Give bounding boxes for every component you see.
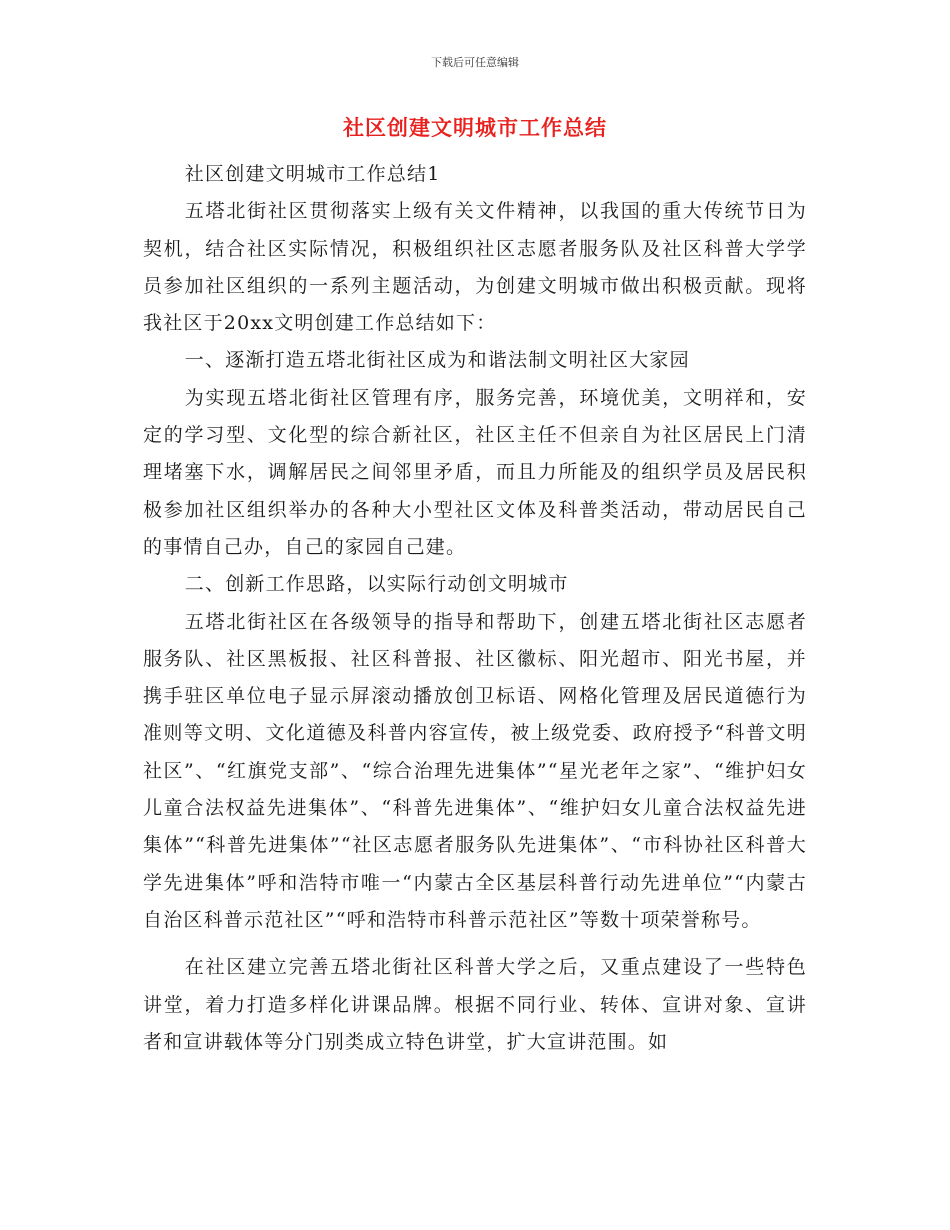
paragraph-two: 五塔北街社区在各级领导的指导和帮助下，创建五塔北街社区志愿者服务队、社区黑板报、社区科普报、社区徽标、阳光超市、阳光书屋，并携手驻区单位电子显示屏滚动播放创卫标语、网格化管理及居民道德行为准则等文明、文化道德及科普内容宣传，被上级党委、政府授予“科普文明社区”、“红旗党支部”、“综合治理先进集体”“星光老年之家”、“维护妇女儿童合法权益先进集体”、“科普先进集体”、“维护妇女儿童合法权益先进集体”“科普先进集体”“社区志愿者服务队先进集体”、“市科协社区科普大学先进集体”呼和浩特市唯一“内蒙古全区基层科普行动先进单位”“内蒙古自治区科普示范社区”“呼和浩特市科普示范社区”等数十项荣誉称号。 bbox=[143, 610, 807, 931]
heading-two: 二、创新工作思路，以实际行动创文明城市 bbox=[184, 573, 569, 596]
paragraph-one: 为实现五塔北街社区管理有序，服务完善，环境优美，文明祥和，安定的学习型、文化型的综合新社区，社区主任不但亲自为社区居民上门清理堵塞下水，调解居民之间邻里矛盾，而且力所能及的组织学员及居民积极参加社区组织举办的各种大小型社区文体及科普类活动，带动居民自己的事情自己办，自己的家园自己建。 bbox=[143, 386, 807, 558]
paragraph-three: 在社区建立完善五塔北街社区科普大学之后，又重点建设了一些特色讲堂，着力打造多样化讲课品牌。根据不同行业、转体、宣讲对象、宣讲者和宣讲载体等分门别类成立特色讲堂，扩大宣讲范围。如 bbox=[143, 956, 807, 1053]
header-note: 下载后可任意编辑 bbox=[431, 56, 519, 69]
document-title: 社区创建文明城市工作总结 bbox=[343, 116, 607, 140]
document-body bbox=[143, 156, 807, 1061]
paragraph-intro: 五塔北街社区贯彻落实上级有关文件精神，以我国的重大传统节日为契机，结合社区实际情况，积极组织社区志愿者服务队及社区科普大学学员参加社区组织的一系列主题活动，为创建文明城市做出积极贡献。现将我社区于20xx文明创建工作总结如下： bbox=[143, 200, 807, 335]
section-subtitle: 社区创建文明城市工作总结1 bbox=[184, 163, 441, 185]
heading-one: 一、逐渐打造五塔北街社区成为和谐法制文明社区大家园 bbox=[184, 349, 690, 372]
